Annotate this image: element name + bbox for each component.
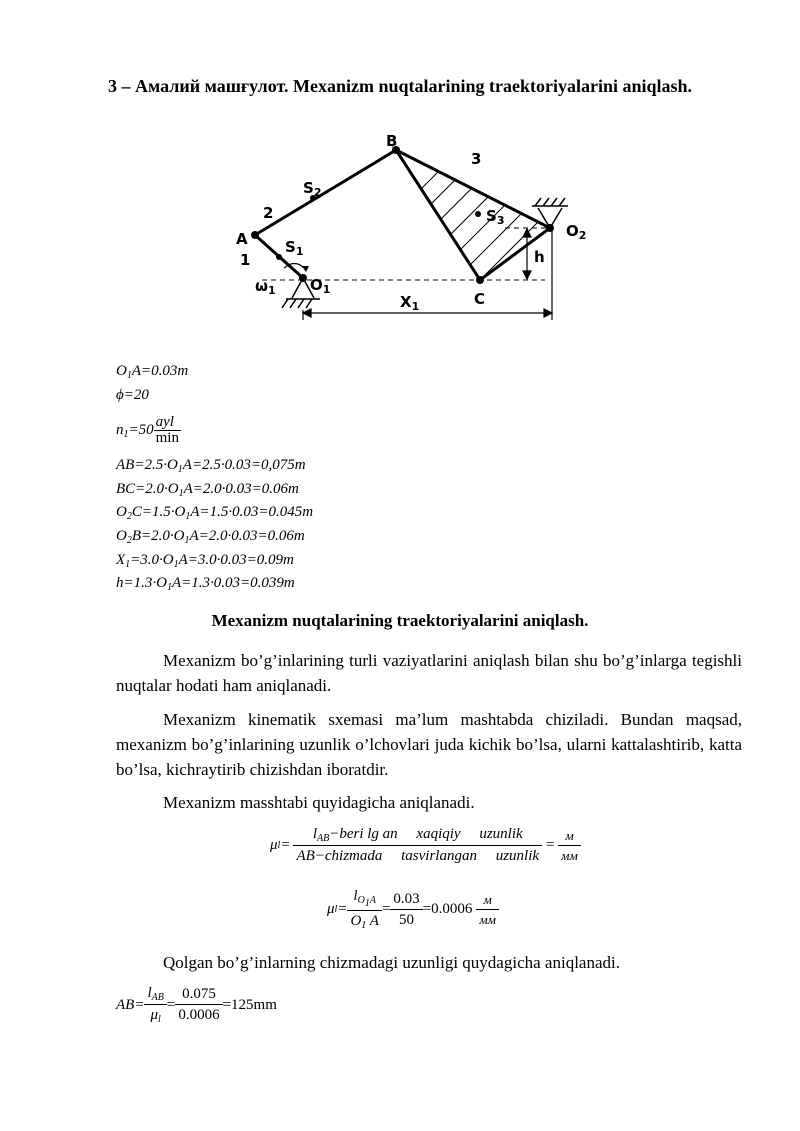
paragraph-1: Mexanizm bo’g’inlarining turli vaziyatlarini aniqlash bilan shu bo’g’inlarga tegishli nuqtalar hodati ham aniqlanadi. (116, 651, 742, 695)
mechanism-diagram (200, 125, 600, 325)
label-1: 1 (240, 251, 251, 269)
label-omega: $\omega_1$ (255, 277, 276, 297)
paragraph-4: Qolgan bo’g’inlarning chizmadagi uzunligi quydagicha aniqlanadi. (163, 953, 620, 972)
h-dimension (523, 229, 531, 279)
label-C: C (474, 290, 486, 308)
link-2 (255, 150, 396, 235)
page-title: 3 – Амалий машғулот. Mexanizm nuqtalarining traektoriyalarini aniqlash. (107, 76, 693, 96)
param-phi: ϕ=20 (116, 386, 149, 403)
joint-C (476, 276, 484, 284)
label-h: h (534, 248, 545, 266)
ab-length-formula: AB= $l_{AB}$ $\mu_l$ = $\frac{0.075}{0.0006}$ =125mm (116, 985, 277, 1025)
label-S3: $S_3$ (486, 207, 505, 227)
label-O1: $O_1$ (310, 276, 331, 296)
paragraph-2: Mexanizm kinematik sxemasi ma’lum mashtabda chiziladi. Bundan maqsad, mexanizm bo’g’inlarining uzunlik o’lchovlari juda kichik bo’lsa, ularni kattalashtirib, katta bo’lsa, kichraytirib chizishdan iboratdir. (116, 710, 742, 779)
param-o2c: $O_2C=1.5\cdot O_1A=1.5\cdot 0.03=0.045m$ (116, 504, 314, 523)
parameters-list (116, 360, 313, 596)
param-bc: $BC=2.0\cdot O_1A=2.0\cdot 0.03=0.06m$ (116, 480, 299, 499)
x1-dimension (303, 230, 552, 320)
param-h: $h=1.3\cdot O_1A=1.3\cdot 0.03=0.039m$ (116, 575, 295, 594)
label-O2: $O_2$ (566, 222, 587, 242)
section-title: Mexanizm nuqtalarining traektoriyalarini aniqlash. (211, 611, 589, 630)
label-X1: $X_1$ (400, 293, 420, 313)
paragraph-3: Mexanizm masshtabi quyidagicha aniqlanadi. (163, 793, 475, 812)
scale-formula: μ l = $l_{AB}-beri$ lg an xaqiqiy uzunlik AB−chizmada tasvirlangan uzunlik = м мм (270, 826, 581, 865)
label-2: 2 (263, 204, 274, 222)
label-S2: $S_2$ (303, 179, 322, 199)
param-ab: $AB=2.5\cdot O_1A=2.5\cdot 0.03=0,075m$ (116, 457, 306, 476)
joint-A (251, 231, 259, 239)
support-O2 (532, 198, 568, 228)
point-S3 (475, 211, 481, 217)
label-B: B (386, 132, 398, 150)
param-o2b: $O_2B=2.0\cdot O_1A=2.0\cdot 0.03=0.06m$ (116, 527, 305, 546)
param-o1a: $O_1A=0.03m$ (116, 363, 189, 381)
point-S1 (276, 254, 282, 260)
label-S1: $S_1$ (285, 238, 304, 258)
param-x1: $X_1=3.0\cdot O_1A=3.0\cdot 0.03=0.09m$ (116, 551, 294, 570)
param-n1: $n_1=50$ $\frac{\text{ayl}}{\min}$ (116, 414, 179, 447)
label-A: A (236, 230, 248, 248)
scale-value-formula: μ l = $\frac{l_{O_1A}}{O_1 A}$ = $\frac{0.03}{50}$ =0.0006 м мм (327, 888, 499, 931)
label-3: 3 (471, 150, 482, 168)
